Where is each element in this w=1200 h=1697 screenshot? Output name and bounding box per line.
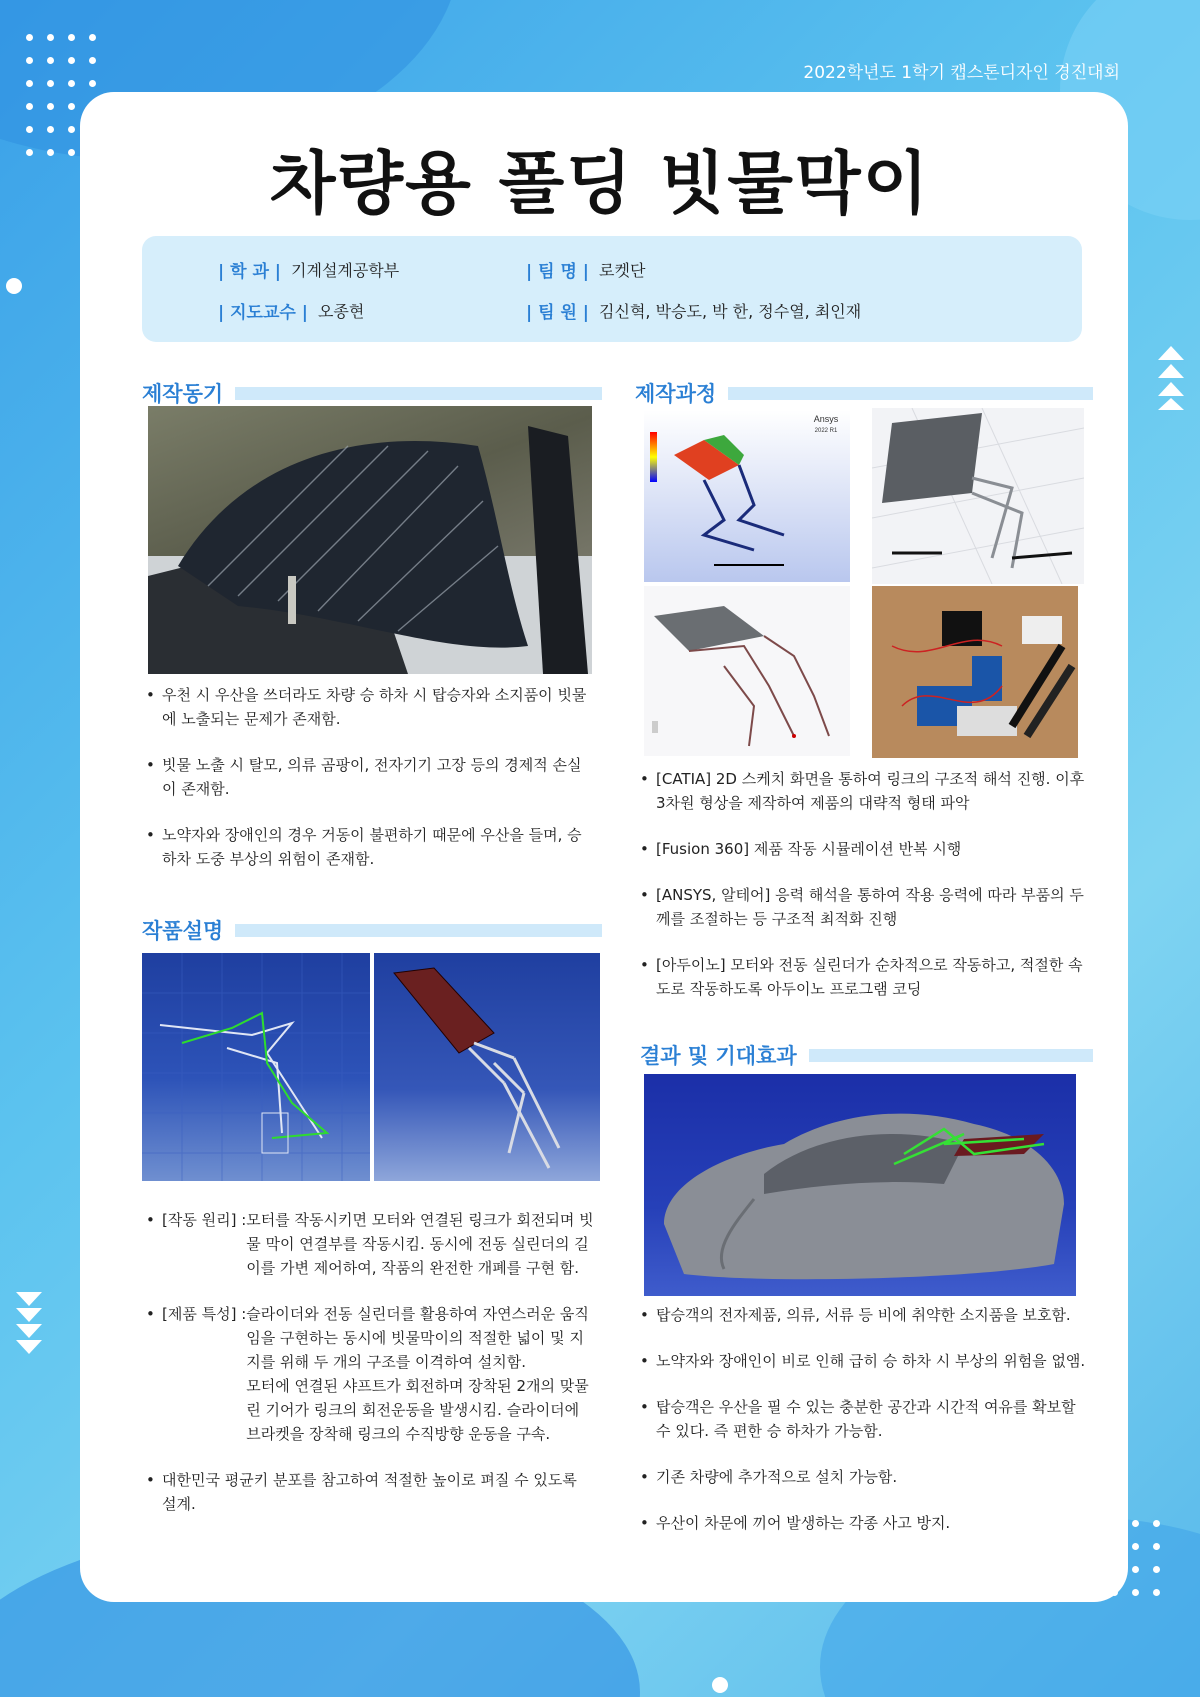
- item-text: 대한민국 평균키 분포를 참고하여 적절한 높이로 펴질 수 있도록 설계.: [162, 1471, 577, 1513]
- list-item: [640, 1303, 1086, 1327]
- list-item: [146, 823, 594, 871]
- list-item: [640, 883, 1086, 931]
- bullet-marker: •: [640, 1468, 649, 1486]
- item-label: [제품 특성] :: [162, 1305, 247, 1323]
- bullet-marker: •: [146, 826, 155, 844]
- umbrella-car-photo: [148, 406, 592, 674]
- catia-sketch-image: [142, 953, 370, 1181]
- bullet-text: 탑승객은 우산을 필 수 있는 충분한 공간과 시간적 여유를 확보할 수 있다. 즉 편한 승 하차가 가능함.: [656, 1398, 1076, 1440]
- list-item: [146, 1468, 596, 1516]
- section-results-title: 결과 및 기대효과: [640, 1044, 797, 1068]
- info-dept-label: | 학 과 |: [218, 262, 282, 282]
- list-item: [640, 767, 1086, 815]
- list-item: [640, 1511, 1086, 1535]
- ansys-logo-text: Ansys: [813, 414, 839, 424]
- list-item: [146, 1208, 596, 1280]
- item-text-continued: 모터에 연결된 샤프트가 회전하며 장착된 2개의 맞물린 기어가 링크의 회전운동을 발생시킴. 슬라이더에 브라켓을 장착해 링크의 수직방향 운동을 구속.: [246, 1377, 589, 1443]
- info-team-value: 로켓단: [599, 261, 646, 280]
- bullet-marker: •: [146, 1471, 155, 1489]
- list-item: [640, 1349, 1086, 1373]
- page-title: 차량용 폴딩 빗물막이: [269, 145, 931, 224]
- section-divider: [235, 924, 602, 937]
- bullet-marker: •: [640, 770, 649, 788]
- car-render-image: [644, 1074, 1076, 1296]
- ansys-version-text: 2022 R1: [814, 428, 838, 434]
- fusion-simulation-image: [872, 408, 1084, 584]
- info-panel: [142, 236, 1082, 342]
- section-results-header: [640, 1040, 1093, 1070]
- section-description-header: [142, 915, 602, 945]
- section-motivation-header: [142, 378, 602, 408]
- bullet-marker: •: [146, 686, 155, 704]
- bullet-marker: •: [146, 1305, 155, 1323]
- bullet-text: [CATIA] 2D 스케치 화면을 통하여 링크의 구조적 해석 진행. 이후 3차원 형상을 제작하여 제품의 대략적 형태 파악: [656, 770, 1085, 812]
- list-item: [146, 1302, 596, 1446]
- altair-analysis-image: [644, 586, 850, 756]
- linkage-3d-image: [374, 953, 600, 1181]
- bullet-marker: •: [146, 1211, 155, 1229]
- bg-dot-bottom: [712, 1677, 728, 1693]
- bullet-text: 우산이 차문에 끼어 발생하는 각종 사고 방지.: [656, 1514, 951, 1532]
- info-team: [526, 257, 645, 282]
- item-text: 슬라이더와 전동 실린더를 활용하여 자연스러운 움직임을 구현하는 동시에 빗물막이의 적절한 넓이 및 지지를 위해 두 개의 구조를 이격하여 설치함.: [246, 1305, 589, 1371]
- triangle-up-icon: [1158, 346, 1184, 410]
- info-team-label: | 팀 명 |: [526, 262, 590, 282]
- info-advisor: [218, 298, 364, 323]
- bullet-text: [아두이노] 모터와 전동 실린더가 순차적으로 작동하고, 적절한 속도로 작동하도록 아두이노 프로그램 코딩: [656, 956, 1083, 998]
- bullet-text: [Fusion 360] 제품 작동 시뮬레이션 반복 시행: [656, 840, 962, 858]
- list-item: [146, 753, 594, 801]
- section-process-title: 제작과정: [635, 382, 717, 406]
- bullet-text: 노약자와 장애인이 비로 인해 급히 승 하차 시 부상의 위험을 없앰.: [656, 1352, 1086, 1370]
- bullet-text: 빗물 노출 시 탈모, 의류 곰팡이, 전자기기 고장 등의 경제적 손실이 존재함.: [162, 756, 582, 798]
- bullet-marker: •: [640, 1306, 649, 1324]
- bullet-text: 탑승객의 전자제품, 의류, 서류 등 비에 취약한 소지품을 보호함.: [656, 1306, 1071, 1324]
- section-description-title: 작품설명: [142, 919, 224, 943]
- motivation-bullets: [146, 683, 594, 893]
- bullet-marker: •: [640, 1514, 649, 1532]
- event-name: 2022학년도 1학기 캡스톤디자인 경진대회: [803, 63, 1120, 83]
- arduino-hardware-photo: [872, 586, 1078, 758]
- info-members: [526, 298, 861, 323]
- item-label: [작동 원리] :: [162, 1211, 247, 1229]
- list-item: [146, 683, 594, 731]
- bullet-marker: •: [146, 756, 155, 774]
- bullet-text: 기존 차량에 추가적으로 설치 가능함.: [656, 1468, 898, 1486]
- info-advisor-value: 오종현: [317, 302, 365, 321]
- info-members-value: 김신혁, 박승도, 박 한, 정수열, 최인재: [599, 302, 862, 321]
- results-bullets: [640, 1303, 1086, 1557]
- info-dept: [218, 257, 399, 282]
- process-bullets: [640, 767, 1086, 1023]
- bullet-marker: •: [640, 1398, 649, 1416]
- ansys-analysis-image: [644, 410, 850, 582]
- bullet-text: 우천 시 우산을 쓰더라도 차량 승 하차 시 탑승자와 소지품이 빗물에 노출되는 문제가 존재함.: [162, 686, 587, 728]
- section-process-header: [635, 378, 1093, 408]
- list-item: [640, 953, 1086, 1001]
- bullet-text: [ANSYS, 알테어] 응력 해석을 통하여 작용 응력에 따라 부품의 두께를 조절하는 등 구조적 최적화 진행: [656, 886, 1084, 928]
- section-divider: [235, 387, 602, 400]
- info-advisor-label: | 지도교수 |: [218, 303, 308, 323]
- info-dept-value: 기계설계공학부: [291, 261, 400, 280]
- section-divider: [728, 387, 1093, 400]
- bg-dot-left: [6, 278, 22, 294]
- list-item: [640, 1465, 1086, 1489]
- bullet-marker: •: [640, 840, 649, 858]
- bullet-text: 노약자와 장애인의 경우 거동이 불편하기 때문에 우산을 들며, 승하차 도중 부상의 위험이 존재함.: [162, 826, 582, 868]
- bullet-marker: •: [640, 886, 649, 904]
- info-members-label: | 팀 원 |: [526, 303, 590, 323]
- list-item: [640, 1395, 1086, 1443]
- item-text: 모터를 작동시키면 모터와 연결된 링크가 회전되며 빗물 막이 연결부를 작동시킴. 동시에 전동 실린더의 길이를 가변 제어하여, 작품의 완전한 개폐를 구현 함.: [246, 1211, 594, 1277]
- section-divider: [809, 1049, 1093, 1062]
- section-motivation-title: 제작동기: [142, 382, 224, 406]
- triangle-down-icon: [16, 1292, 42, 1356]
- list-item: [640, 837, 1086, 861]
- bullet-marker: •: [640, 956, 649, 974]
- description-items: [146, 1208, 596, 1538]
- bullet-marker: •: [640, 1352, 649, 1370]
